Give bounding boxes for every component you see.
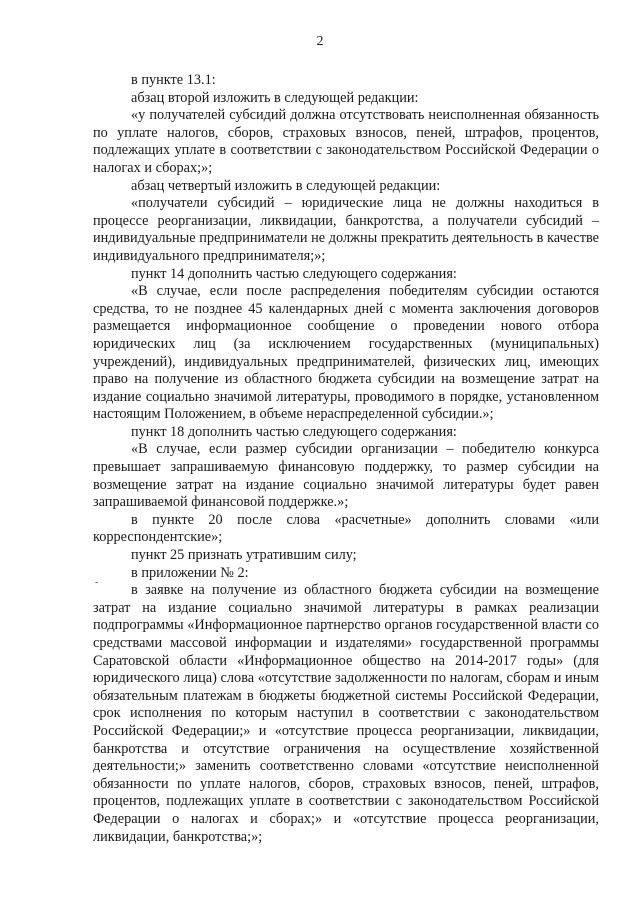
paragraph-application-amendment: в заявке на получение из областного бюджета субсидии на возмещение затрат на издание социально значимой литературы в рамках реализации подпрограммы «Информационное партнерство органов государственной власти со средствами массовой информации и издателями» государственной программы Саратовской области «Информационное общество на 2014-2017 годы» (для юридического лица) слова «отсутствие задолженности по налогам, сборам и иным обязательным платежам в бюджеты бюджетной системы Российской Федерации, срок исполнения по которым наступил в соответствии с законодательством Российской Федерации;» и «отсутствие процесса реорганизации, ликвидации, банкротства и отсутствие ограничения на осуществление хозяйственной деятельности;» заменить соответственно словами «отсутствие неисполненной обязанности по уплате налогов, сборов, страховых взносов, пеней, штрафов, процентов, подлежащих уплате в соответствии с законодательством Российской Федерации о налогах и сборах;» и «отсутствие процесса реорганизации, ликвидации, банкротства;»; [93, 582, 599, 845]
paragraph-clause-13-1: в пункте 13.1: [131, 72, 216, 88]
page-number: 2 [316, 34, 324, 49]
paragraph-reorganization-text: «получатели субсидий – юридические лица не должны находиться в процессе реорганизации, ликвидации, банкротства, а получатели субсидий – индивидуальные предприниматели не должны прекратить деятельность в качестве индивидуального предпринимателя;»; [93, 195, 599, 264]
paragraph-clause-20: в пункте 20 после слова «расчетные» дополнить словами «или корреспондентские»; [93, 511, 599, 546]
scan-dash-mark: - [95, 577, 99, 588]
paragraph-clause-14: пункт 14 дополнить частью следующего содержания: [131, 265, 457, 282]
paragraph-clause-25: пункт 25 признать утратившим силу; [131, 547, 357, 564]
paragraph-fourth-indent: абзац четвертый изложить в следующей редакции: [131, 177, 441, 194]
paragraph-clause-18: пункт 18 дополнить частью следующего содержания: [131, 423, 457, 440]
paragraph-tax-obligation-text: «у получателей субсидий должна отсутствовать неисполненная обязанность по уплате налогов, сборов, страховых взносов, пеней, штрафов, процентов, подлежащих уплате в соответствии с законодательством Российской Федерации о налогах и сборах;»; [93, 107, 599, 176]
document-body [93, 72, 599, 846]
paragraph-remaining-funds-text: «В случае, если после распределения победителям субсидии остаются средства, то не позднее 45 календарных дней с момента заключения договоров размещается информационное сообщение о проведении нового отбора юридических лиц (за исключением государственных (муниципальных) учреждений), индивидуальных предпринимателей, физических лиц, имеющих право на получение из областного бюджета субсидии на возмещение затрат на издание социально значимой литературы, проводимого в порядке, установленном настоящим Положением, в объеме нераспределенной субсидии.»; [93, 283, 599, 423]
paragraph-appendix-2: в приложении № 2: [131, 564, 249, 581]
paragraph-subsidy-size-text: «В случае, если размер субсидии организации – победителю конкурса превышает запрашиваемую финансовую поддержку, то размер субсидии на возмещение затрат на издание социально значимой литературы будет равен запрашиваемой финансовой поддержке.»; [93, 441, 599, 511]
paragraph-second-indent: абзац второй изложить в следующей редакции: [131, 89, 419, 106]
